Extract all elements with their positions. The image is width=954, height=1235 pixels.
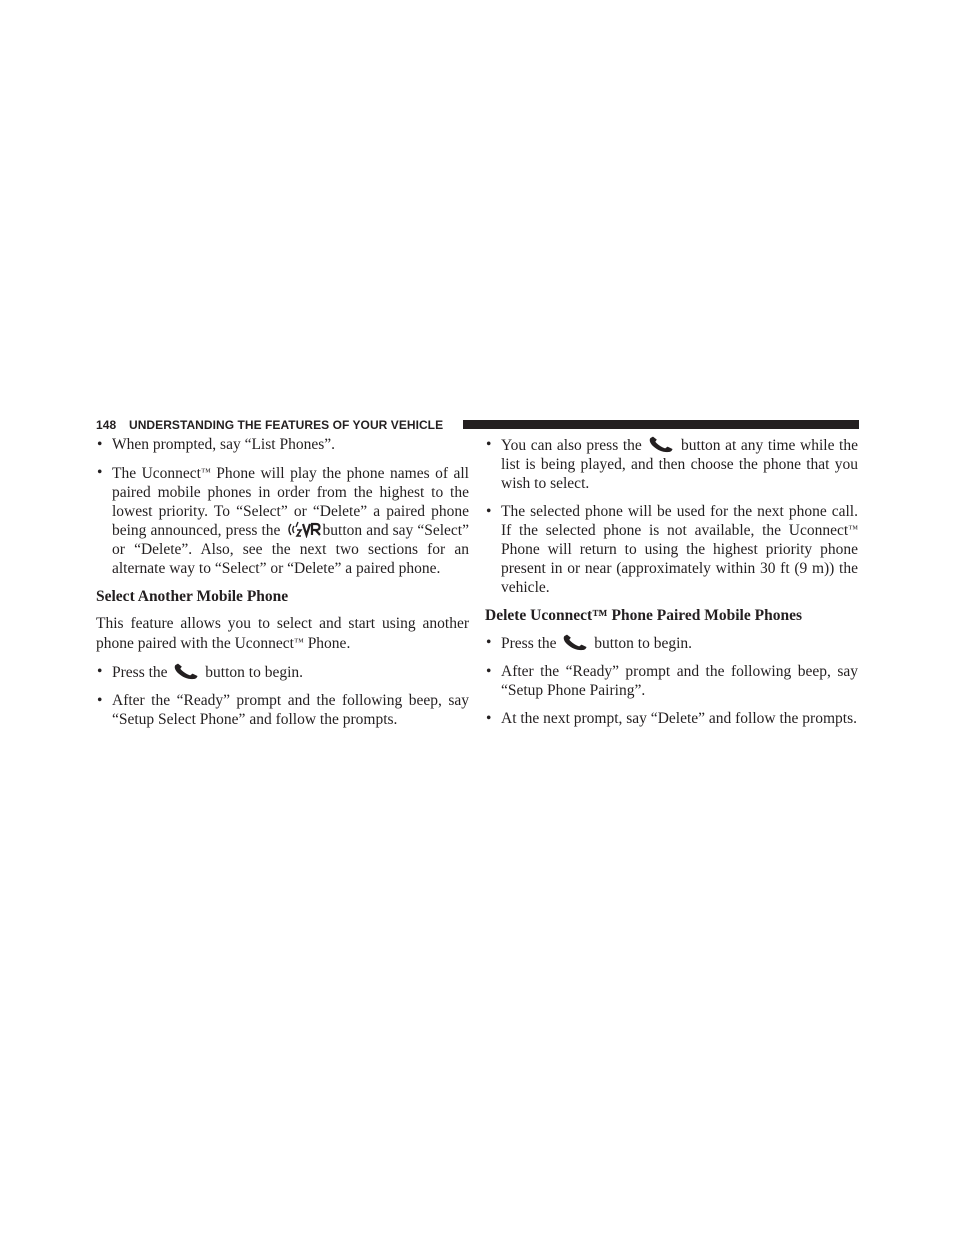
- list-item-setup-phone-pairing: [485, 663, 858, 701]
- phone-icon: [648, 436, 674, 453]
- paragraph-text: Phone.: [303, 634, 351, 652]
- phone-icon: [562, 634, 588, 651]
- trademark: ™: [294, 636, 304, 648]
- bullet-text: Press the: [501, 634, 561, 652]
- voice-recognition-vr-icon: [287, 521, 321, 538]
- bullet-dot: •: [97, 463, 103, 481]
- bullet-text: At the next prompt, say “Delete” and follow the prompts.: [501, 709, 857, 727]
- heading-delete-paired-phones: Delete Uconnect™ Phone Paired Mobile Phones: [485, 606, 802, 624]
- right-column: [485, 436, 858, 738]
- bullet-dot: •: [486, 502, 492, 520]
- heading-select-another-mobile-phone: Select Another Mobile Phone: [96, 587, 289, 605]
- bullet-dot: •: [97, 662, 103, 680]
- trademark: ™: [848, 524, 858, 536]
- bullet-dot: •: [486, 633, 492, 651]
- list-item-setup-select-phone: [96, 692, 469, 730]
- bullet-text: After the “Ready” prompt and the following beep, say “Setup Select Phone” and follow the prompts.: [112, 691, 469, 728]
- header-rule-bar: [463, 420, 859, 429]
- phone-icon: [173, 663, 199, 680]
- page-number: 148: [96, 418, 117, 432]
- bullet-text: After the “Ready” prompt and the following beep, say “Setup Phone Pairing”.: [501, 662, 858, 699]
- list-item-list-phones: [96, 436, 469, 455]
- paragraph-text: This feature allows you to select and start using another phone paired with the Uconnect: [96, 615, 469, 652]
- bullet-dot: •: [97, 436, 103, 453]
- list-item-press-anytime: [485, 436, 858, 493]
- trademark: ™: [200, 466, 211, 478]
- paragraph-select-feature: [96, 615, 469, 654]
- bullet-text: Press the: [112, 663, 172, 681]
- bullet-text: You can also press the: [501, 437, 647, 454]
- section-title: UNDERSTANDING THE FEATURES OF YOUR VEHICLE: [129, 418, 444, 432]
- bullet-text: The Uconnect: [112, 464, 201, 482]
- bullet-text: Phone will return to using the highest priority phone present in or near (approximately within 30 ft (9 m)) the vehicle.: [501, 541, 858, 596]
- list-item-say-delete: [485, 710, 858, 729]
- bullet-text: When prompted, say “List Phones”.: [112, 436, 335, 453]
- bullet-dot: •: [486, 436, 492, 453]
- bullet-dot: •: [486, 709, 492, 727]
- bullet-text: button and say “Select” or “Delete”. Also, see the next two sections for an alternate way to “Select” or “Delete” a paired phone.: [112, 522, 469, 577]
- bullet-text: Phone will play the phone names of all paired mobile phones in order from the highest to the lowest priority. To “Select” or “Delete” a paired phone being announced, press the: [112, 464, 469, 540]
- bullet-text: The selected phone will be used for the next phone call. If the selected phone is not available, the Uconnect: [501, 502, 858, 540]
- left-column: [96, 436, 469, 739]
- list-item-phone-names: [96, 464, 469, 579]
- bullet-text: button to begin.: [201, 663, 304, 681]
- bullet-dot: •: [486, 662, 492, 680]
- bullet-text: button to begin.: [590, 634, 693, 652]
- bullet-dot: •: [97, 691, 103, 709]
- list-item-press-phone: [96, 663, 469, 683]
- bullet-text: button at any time while the list is being played, and then choose the phone that you wish to select.: [501, 437, 858, 492]
- list-item-press-phone: [485, 634, 858, 654]
- page-header: [96, 417, 859, 433]
- list-item-selected-phone: [485, 503, 858, 598]
